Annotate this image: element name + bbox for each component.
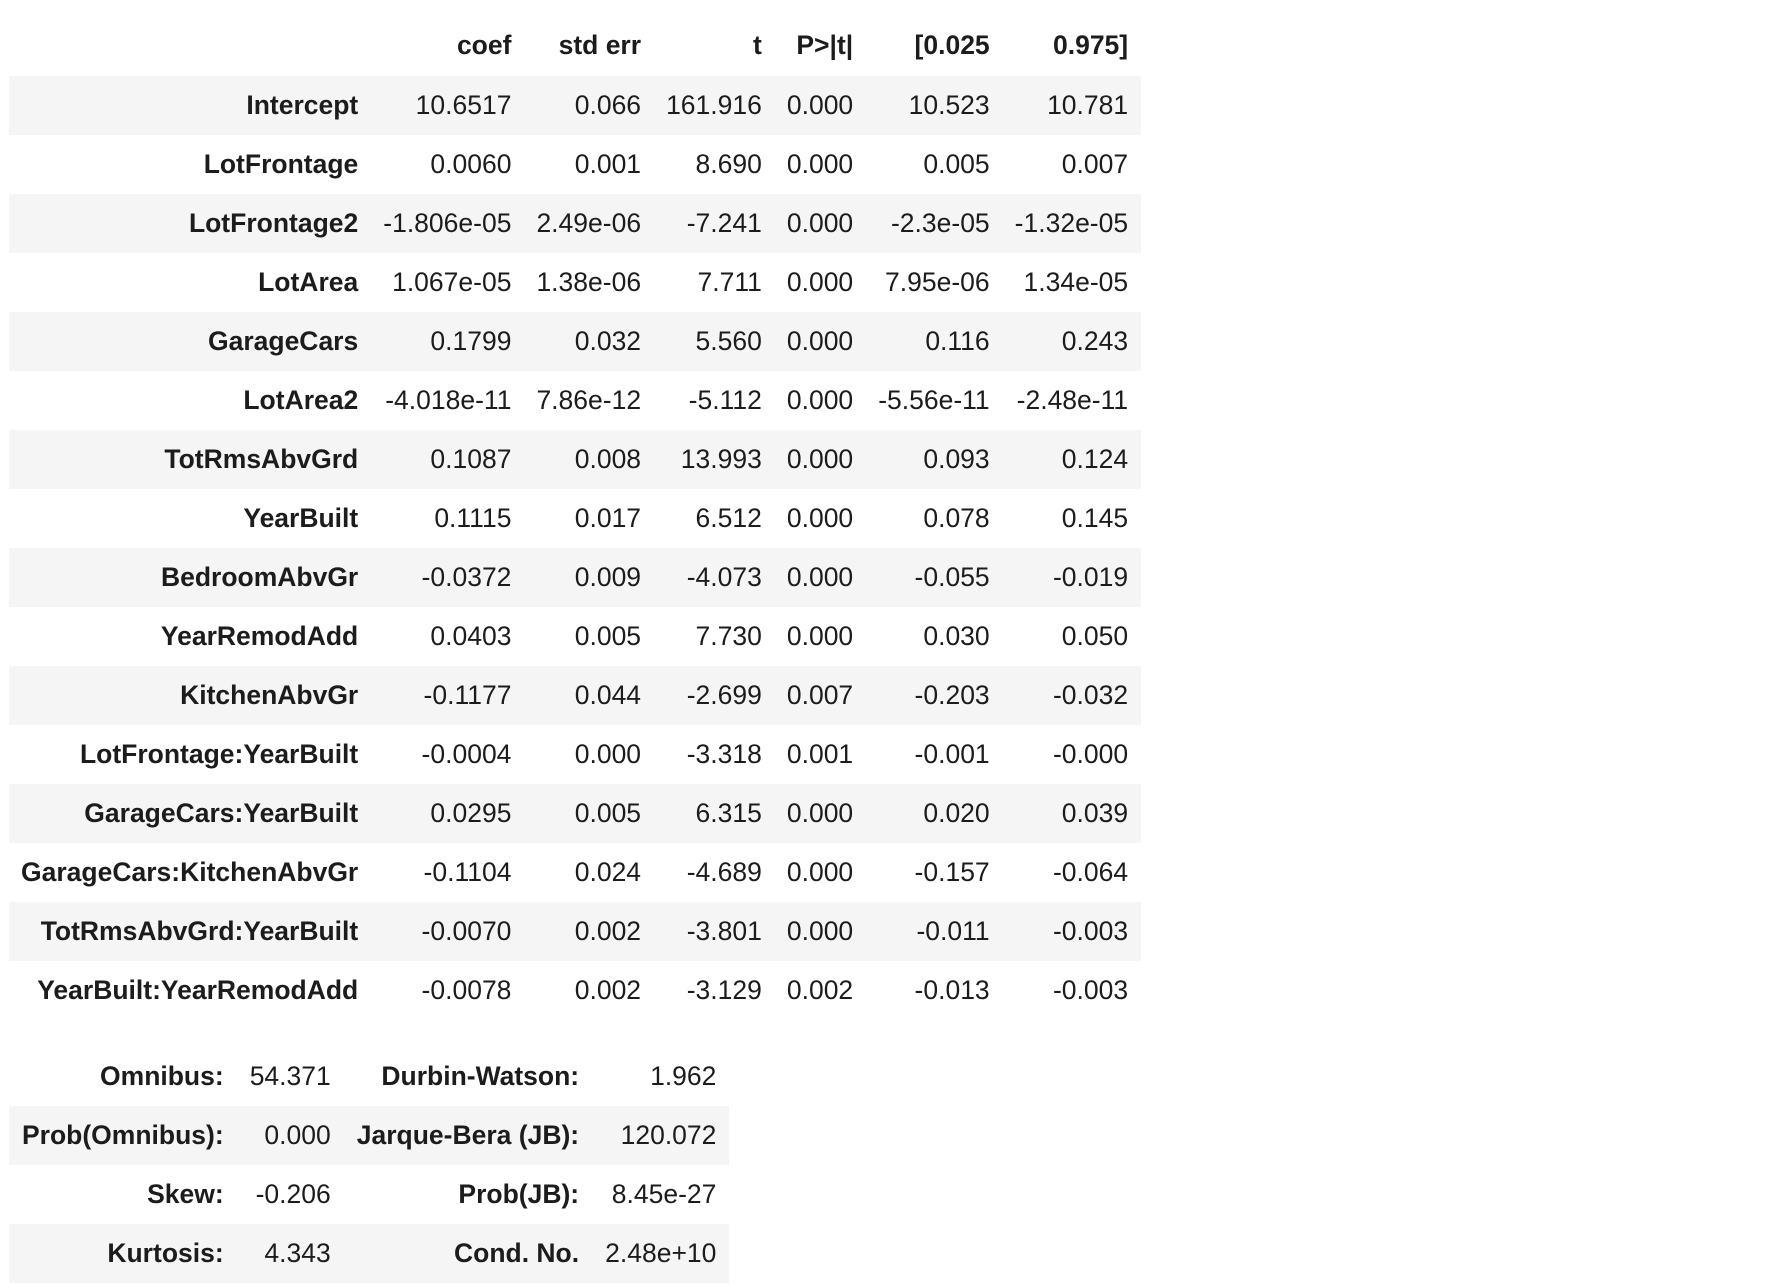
table-cell: -5.56e-11 bbox=[878, 385, 990, 415]
table-cell: -0.203 bbox=[914, 680, 990, 710]
table-cell: -0.064 bbox=[1052, 857, 1129, 887]
table-cell: 0.078 bbox=[923, 503, 990, 533]
table-cell: 8.690 bbox=[695, 149, 762, 179]
table-cell: -0.003 bbox=[1052, 916, 1129, 946]
row-label: LotFrontage2 bbox=[188, 208, 359, 238]
table-cell: -0.1104 bbox=[423, 857, 512, 887]
table-cell: 0.1087 bbox=[430, 444, 512, 474]
table-cell: 0.000 bbox=[786, 385, 854, 415]
stat-value: 4.343 bbox=[264, 1238, 331, 1268]
table-row bbox=[9, 725, 1141, 784]
table-cell: -3.129 bbox=[686, 975, 762, 1005]
table-row bbox=[9, 135, 1141, 194]
table-cell: 0.145 bbox=[1061, 503, 1129, 533]
table-cell: 0.1115 bbox=[434, 503, 512, 533]
table-cell: 0.243 bbox=[1061, 326, 1129, 356]
row-label: BedroomAbvGr bbox=[160, 562, 359, 592]
stat-value: 2.48e+10 bbox=[605, 1238, 717, 1268]
row-label: GarageCars:KitchenAbvGr bbox=[21, 857, 359, 887]
header-row bbox=[9, 14, 1141, 76]
table-cell: -2.48e-11 bbox=[1016, 385, 1129, 415]
table-cell: 0.007 bbox=[1061, 149, 1129, 179]
table-cell: -0.013 bbox=[914, 975, 990, 1005]
header-cell: [0.025 bbox=[914, 29, 990, 60]
table-cell: -0.019 bbox=[1052, 562, 1129, 592]
stat-value: -0.206 bbox=[255, 1179, 331, 1209]
stat-value: 8.45e-27 bbox=[611, 1179, 717, 1209]
table-row bbox=[9, 1106, 729, 1165]
coefficient-table-body bbox=[9, 76, 1141, 1020]
table-cell: 0.0403 bbox=[430, 621, 512, 651]
table-cell: -2.699 bbox=[686, 680, 762, 710]
stat-label: Omnibus: bbox=[100, 1061, 224, 1091]
table-cell: -0.0070 bbox=[421, 916, 512, 946]
table-cell: 6.512 bbox=[695, 503, 762, 533]
diagnostics-table bbox=[9, 1047, 729, 1283]
table-row bbox=[9, 312, 1141, 371]
row-label: GarageCars bbox=[207, 326, 359, 356]
stat-value: 0.000 bbox=[264, 1120, 331, 1150]
row-label: YearBuilt:YearRemodAdd bbox=[37, 975, 359, 1005]
table-cell: -3.318 bbox=[686, 739, 762, 769]
table-row bbox=[9, 666, 1141, 725]
row-label: LotFrontage bbox=[203, 149, 359, 179]
table-cell: 10.6517 bbox=[415, 90, 512, 120]
table-cell: 2.49e-06 bbox=[536, 208, 642, 238]
table-cell: 0.0060 bbox=[430, 149, 512, 179]
table-cell: 0.000 bbox=[786, 208, 854, 238]
table-cell: -3.801 bbox=[686, 916, 762, 946]
table-cell: 0.050 bbox=[1061, 621, 1129, 651]
row-label: YearRemodAdd bbox=[160, 621, 359, 651]
stat-label: Cond. No. bbox=[454, 1238, 580, 1268]
table-row bbox=[9, 489, 1141, 548]
header-cell-index bbox=[9, 14, 371, 76]
table-cell: 10.523 bbox=[908, 90, 990, 120]
table-cell: 0.005 bbox=[574, 798, 642, 828]
table-row bbox=[9, 253, 1141, 312]
table-row bbox=[9, 961, 1141, 1020]
table-row bbox=[9, 1165, 729, 1224]
table-cell: -0.0078 bbox=[421, 975, 512, 1005]
table-row bbox=[9, 430, 1141, 489]
row-label: KitchenAbvGr bbox=[180, 680, 359, 710]
table-cell: 0.005 bbox=[574, 621, 642, 651]
table-cell: 0.002 bbox=[574, 975, 642, 1005]
table-cell: 0.008 bbox=[574, 444, 642, 474]
table-cell: 0.000 bbox=[786, 326, 854, 356]
table-row bbox=[9, 548, 1141, 607]
table-cell: 0.000 bbox=[786, 916, 854, 946]
table-cell: -5.112 bbox=[688, 385, 762, 415]
table-cell: 0.000 bbox=[786, 562, 854, 592]
row-label: TotRmsAbvGrd bbox=[164, 444, 359, 474]
coefficient-table-container bbox=[9, 14, 1141, 1020]
stat-label: Durbin-Watson: bbox=[381, 1061, 580, 1091]
table-cell: 0.039 bbox=[1061, 798, 1129, 828]
table-cell: 7.711 bbox=[697, 267, 762, 297]
table-cell: 0.000 bbox=[786, 90, 854, 120]
stat-label: Kurtosis: bbox=[107, 1238, 224, 1268]
stat-label: Prob(JB): bbox=[458, 1179, 580, 1209]
stat-value: 54.371 bbox=[249, 1061, 331, 1091]
table-cell: 0.001 bbox=[786, 739, 854, 769]
table-cell: -0.0372 bbox=[421, 562, 512, 592]
table-row bbox=[9, 843, 1141, 902]
row-label: YearBuilt bbox=[243, 503, 359, 533]
table-row bbox=[9, 371, 1141, 430]
table-cell: -0.003 bbox=[1052, 975, 1129, 1005]
table-cell: -4.073 bbox=[686, 562, 762, 592]
table-cell: 0.000 bbox=[786, 798, 854, 828]
table-cell: 0.007 bbox=[786, 680, 854, 710]
table-cell: 0.1799 bbox=[430, 326, 512, 356]
table-cell: -0.032 bbox=[1052, 680, 1129, 710]
table-cell: 0.000 bbox=[786, 149, 854, 179]
table-cell: 6.315 bbox=[695, 798, 762, 828]
table-row bbox=[9, 194, 1141, 253]
table-cell: -0.011 bbox=[916, 916, 990, 946]
table-cell: 0.124 bbox=[1061, 444, 1129, 474]
table-cell: 7.95e-06 bbox=[885, 267, 990, 297]
table-cell: -1.806e-05 bbox=[383, 208, 512, 238]
table-row bbox=[9, 76, 1141, 135]
table-cell: 0.066 bbox=[574, 90, 642, 120]
table-row bbox=[9, 1224, 729, 1283]
row-label: LotArea2 bbox=[243, 385, 359, 415]
table-cell: 7.730 bbox=[695, 621, 762, 651]
table-cell: 0.030 bbox=[923, 621, 990, 651]
stat-label: Prob(Omnibus): bbox=[22, 1120, 224, 1150]
coefficient-table-header bbox=[9, 14, 1141, 76]
table-cell: -1.32e-05 bbox=[1014, 208, 1129, 238]
table-cell: 1.34e-05 bbox=[1023, 267, 1129, 297]
table-cell: -4.689 bbox=[686, 857, 762, 887]
table-cell: 7.86e-12 bbox=[536, 385, 642, 415]
table-cell: 0.000 bbox=[786, 503, 854, 533]
table-cell: 1.067e-05 bbox=[392, 267, 512, 297]
header-cell: P>|t| bbox=[796, 29, 854, 60]
row-label: Intercept bbox=[246, 90, 359, 120]
table-cell: 0.0295 bbox=[430, 798, 512, 828]
table-cell: 0.017 bbox=[574, 503, 642, 533]
table-cell: 0.116 bbox=[925, 326, 990, 356]
table-cell: 0.002 bbox=[574, 916, 642, 946]
row-label: LotFrontage:YearBuilt bbox=[79, 739, 359, 769]
table-cell: 0.020 bbox=[923, 798, 990, 828]
table-cell: 0.044 bbox=[574, 680, 642, 710]
table-cell: -0.157 bbox=[914, 857, 990, 887]
table-cell: 0.000 bbox=[786, 267, 854, 297]
table-cell: 0.032 bbox=[574, 326, 642, 356]
row-label: TotRmsAbvGrd:YearBuilt bbox=[40, 916, 359, 946]
header-cell: 0.975] bbox=[1052, 29, 1129, 60]
table-row bbox=[9, 902, 1141, 961]
table-cell: 5.560 bbox=[695, 326, 762, 356]
table-row bbox=[9, 607, 1141, 666]
table-cell: 0.000 bbox=[574, 739, 642, 769]
table-row bbox=[9, 1047, 729, 1106]
table-cell: -7.241 bbox=[686, 208, 762, 238]
header-cell: t bbox=[753, 29, 762, 60]
table-cell: -4.018e-11 bbox=[385, 385, 512, 415]
table-row bbox=[9, 784, 1141, 843]
table-cell: 0.000 bbox=[786, 857, 854, 887]
table-cell: -0.055 bbox=[914, 562, 990, 592]
table-cell: 0.000 bbox=[786, 621, 854, 651]
table-cell: -0.1177 bbox=[423, 680, 512, 710]
table-cell: 161.916 bbox=[666, 90, 762, 120]
header-cell: std err bbox=[558, 29, 642, 60]
table-cell: 0.005 bbox=[923, 149, 990, 179]
table-cell: -2.3e-05 bbox=[890, 208, 990, 238]
diagnostics-table-body bbox=[9, 1047, 729, 1283]
table-cell: 13.993 bbox=[680, 444, 762, 474]
table-cell: 0.093 bbox=[923, 444, 990, 474]
table-cell: 0.000 bbox=[786, 444, 854, 474]
table-cell: 10.781 bbox=[1047, 90, 1129, 120]
header-cell: coef bbox=[456, 29, 512, 60]
row-label: GarageCars:YearBuilt bbox=[84, 798, 359, 828]
stat-label: Jarque-Bera (JB): bbox=[356, 1120, 580, 1150]
stat-value: 1.962 bbox=[650, 1061, 717, 1091]
diagnostics-table-container bbox=[9, 1047, 729, 1283]
stat-label: Skew: bbox=[147, 1179, 224, 1209]
table-cell: 0.009 bbox=[574, 562, 642, 592]
table-cell: -0.001 bbox=[914, 739, 990, 769]
table-cell: -0.0004 bbox=[421, 739, 512, 769]
row-label: LotArea bbox=[258, 267, 359, 297]
table-cell: -0.000 bbox=[1052, 739, 1129, 769]
table-cell: 0.001 bbox=[574, 149, 642, 179]
coefficient-table bbox=[9, 14, 1141, 1020]
table-cell: 0.002 bbox=[786, 975, 854, 1005]
table-cell: 1.38e-06 bbox=[536, 267, 642, 297]
table-cell: 0.024 bbox=[574, 857, 642, 887]
stat-value: 120.072 bbox=[620, 1120, 717, 1150]
